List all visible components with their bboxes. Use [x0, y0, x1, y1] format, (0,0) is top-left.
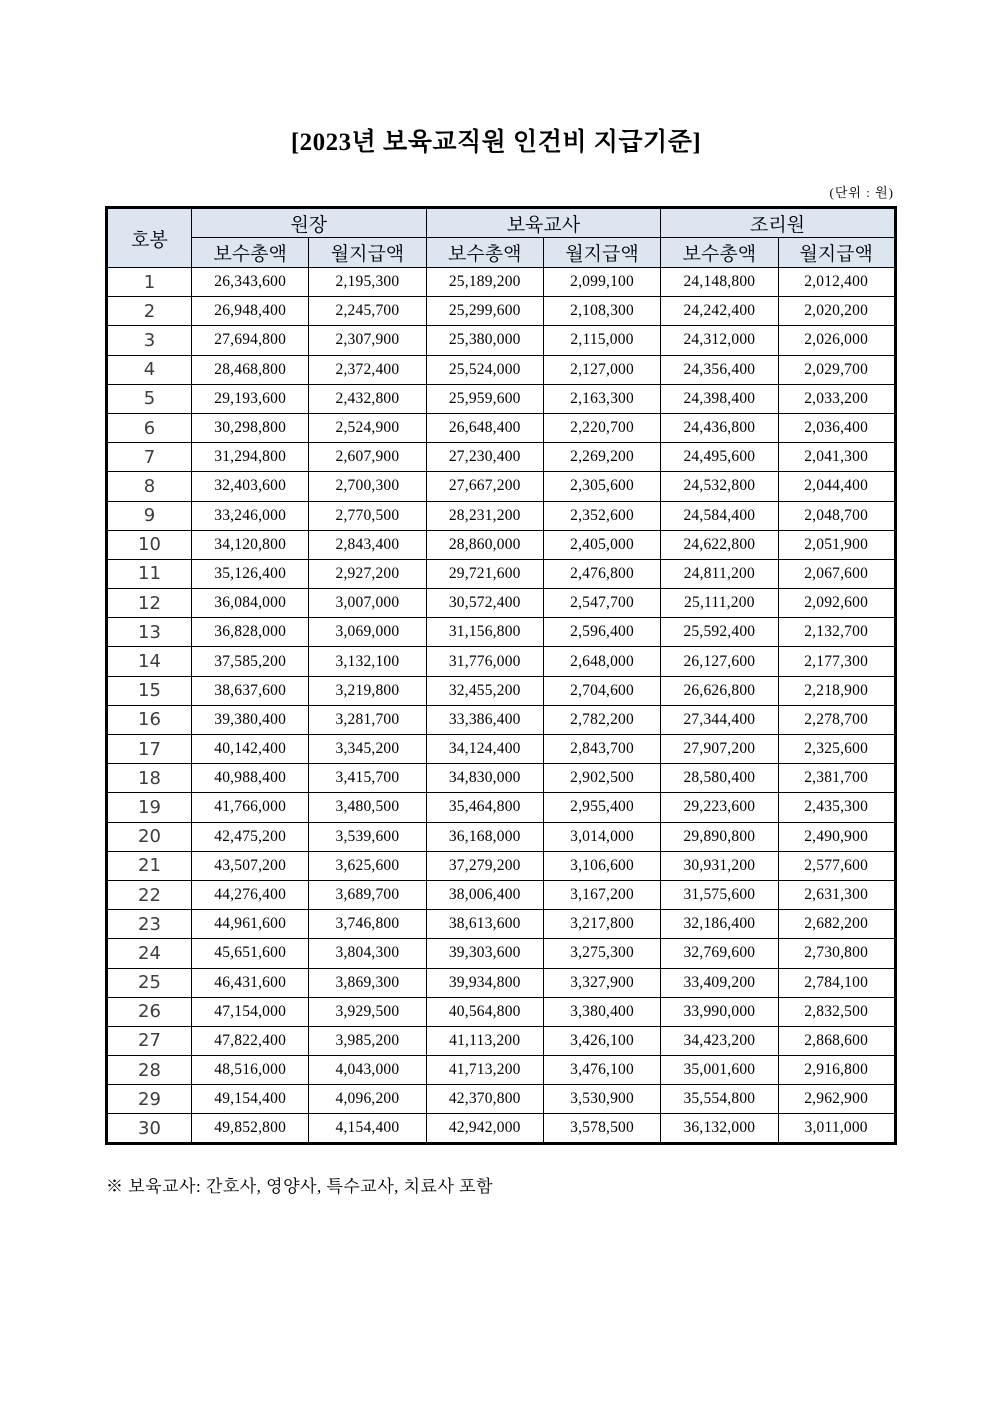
value-cell: 30,931,200	[661, 851, 778, 880]
value-cell: 40,564,800	[426, 997, 543, 1026]
value-cell: 32,403,600	[192, 472, 309, 501]
value-cell: 3,327,900	[543, 968, 660, 997]
value-cell: 2,307,900	[309, 326, 426, 355]
footnote: ※ 보육교사: 간호사, 영양사, 특수교사, 치료사 포함	[106, 1176, 493, 1196]
value-cell: 3,985,200	[309, 1026, 426, 1055]
step-cell: 18	[107, 764, 192, 793]
value-cell: 3,480,500	[309, 793, 426, 822]
step-cell: 3	[107, 326, 192, 355]
value-cell: 28,468,800	[192, 355, 309, 384]
value-cell: 3,578,500	[543, 1114, 660, 1143]
value-cell: 41,766,000	[192, 793, 309, 822]
value-cell: 28,860,000	[426, 530, 543, 559]
step-cell: 26	[107, 997, 192, 1026]
step-cell: 25	[107, 968, 192, 997]
col-header-group-teacher: 보육교사	[426, 208, 661, 238]
table-row	[107, 997, 896, 1026]
value-cell: 25,299,600	[426, 297, 543, 326]
value-cell: 35,001,600	[661, 1056, 778, 1085]
value-cell: 44,276,400	[192, 880, 309, 909]
table-row	[107, 822, 896, 851]
value-cell: 24,148,800	[661, 268, 778, 297]
value-cell: 2,631,300	[778, 880, 895, 909]
value-cell: 2,704,600	[543, 676, 660, 705]
value-cell: 24,312,000	[661, 326, 778, 355]
value-cell: 48,516,000	[192, 1056, 309, 1085]
value-cell: 2,372,400	[309, 355, 426, 384]
value-cell: 2,547,700	[543, 589, 660, 618]
header-sub-row	[107, 238, 896, 268]
table-row	[107, 530, 896, 559]
step-cell: 13	[107, 618, 192, 647]
value-cell: 42,370,800	[426, 1085, 543, 1114]
value-cell: 2,048,700	[778, 501, 895, 530]
table-row	[107, 297, 896, 326]
value-cell: 3,217,800	[543, 910, 660, 939]
step-cell: 30	[107, 1114, 192, 1143]
value-cell: 3,380,400	[543, 997, 660, 1026]
value-cell: 24,356,400	[661, 355, 778, 384]
step-cell: 19	[107, 793, 192, 822]
value-cell: 2,020,200	[778, 297, 895, 326]
table-row	[107, 589, 896, 618]
value-cell: 2,607,900	[309, 443, 426, 472]
value-cell: 41,713,200	[426, 1056, 543, 1085]
value-cell: 47,822,400	[192, 1026, 309, 1055]
value-cell: 2,245,700	[309, 297, 426, 326]
value-cell: 24,436,800	[661, 413, 778, 442]
table-row	[107, 647, 896, 676]
value-cell: 2,730,800	[778, 939, 895, 968]
table-row	[107, 1026, 896, 1055]
value-cell: 2,916,800	[778, 1056, 895, 1085]
value-cell: 26,948,400	[192, 297, 309, 326]
value-cell: 2,051,900	[778, 530, 895, 559]
value-cell: 40,142,400	[192, 735, 309, 764]
value-cell: 27,907,200	[661, 735, 778, 764]
value-cell: 28,231,200	[426, 501, 543, 530]
table-row	[107, 1085, 896, 1114]
step-cell: 6	[107, 413, 192, 442]
table-row	[107, 1056, 896, 1085]
value-cell: 3,007,000	[309, 589, 426, 618]
value-cell: 24,811,200	[661, 559, 778, 588]
value-cell: 36,084,000	[192, 589, 309, 618]
value-cell: 34,423,200	[661, 1026, 778, 1055]
value-cell: 47,154,000	[192, 997, 309, 1026]
table-row	[107, 559, 896, 588]
value-cell: 36,132,000	[661, 1114, 778, 1143]
value-cell: 25,189,200	[426, 268, 543, 297]
step-cell: 2	[107, 297, 192, 326]
value-cell: 2,269,200	[543, 443, 660, 472]
value-cell: 3,167,200	[543, 880, 660, 909]
header-group-row	[107, 208, 896, 238]
value-cell: 2,278,700	[778, 705, 895, 734]
step-cell: 9	[107, 501, 192, 530]
value-cell: 2,784,100	[778, 968, 895, 997]
value-cell: 2,067,600	[778, 559, 895, 588]
value-cell: 2,099,100	[543, 268, 660, 297]
value-cell: 2,026,000	[778, 326, 895, 355]
value-cell: 42,475,200	[192, 822, 309, 851]
value-cell: 2,218,900	[778, 676, 895, 705]
value-cell: 2,770,500	[309, 501, 426, 530]
value-cell: 2,405,000	[543, 530, 660, 559]
value-cell: 46,431,600	[192, 968, 309, 997]
table-row	[107, 939, 896, 968]
unit-label: (단위 : 원)	[829, 185, 894, 200]
salary-table	[105, 206, 897, 1145]
value-cell: 2,832,500	[778, 997, 895, 1026]
value-cell: 30,572,400	[426, 589, 543, 618]
value-cell: 33,409,200	[661, 968, 778, 997]
step-cell: 21	[107, 851, 192, 880]
value-cell: 2,220,700	[543, 413, 660, 442]
table-row	[107, 443, 896, 472]
value-cell: 4,043,000	[309, 1056, 426, 1085]
value-cell: 2,435,300	[778, 793, 895, 822]
value-cell: 2,163,300	[543, 384, 660, 413]
value-cell: 38,613,600	[426, 910, 543, 939]
value-cell: 3,281,700	[309, 705, 426, 734]
value-cell: 2,041,300	[778, 443, 895, 472]
value-cell: 2,033,200	[778, 384, 895, 413]
step-cell: 14	[107, 647, 192, 676]
value-cell: 49,154,400	[192, 1085, 309, 1114]
step-cell: 7	[107, 443, 192, 472]
col-header-director-total: 보수총액	[192, 238, 309, 268]
value-cell: 2,902,500	[543, 764, 660, 793]
value-cell: 36,168,000	[426, 822, 543, 851]
table-row	[107, 384, 896, 413]
value-cell: 31,575,600	[661, 880, 778, 909]
value-cell: 2,132,700	[778, 618, 895, 647]
value-cell: 2,325,600	[778, 735, 895, 764]
value-cell: 27,667,200	[426, 472, 543, 501]
value-cell: 33,246,000	[192, 501, 309, 530]
value-cell: 36,828,000	[192, 618, 309, 647]
table-row	[107, 618, 896, 647]
step-cell: 11	[107, 559, 192, 588]
value-cell: 2,490,900	[778, 822, 895, 851]
value-cell: 3,275,300	[543, 939, 660, 968]
value-cell: 2,036,400	[778, 413, 895, 442]
col-header-teacher-monthly: 월지급액	[543, 238, 660, 268]
table-row	[107, 1114, 896, 1143]
value-cell: 38,006,400	[426, 880, 543, 909]
step-cell: 8	[107, 472, 192, 501]
value-cell: 2,115,000	[543, 326, 660, 355]
value-cell: 39,934,800	[426, 968, 543, 997]
value-cell: 2,868,600	[778, 1026, 895, 1055]
value-cell: 3,869,300	[309, 968, 426, 997]
value-cell: 40,988,400	[192, 764, 309, 793]
value-cell: 34,120,800	[192, 530, 309, 559]
table-row	[107, 355, 896, 384]
value-cell: 24,495,600	[661, 443, 778, 472]
table-body	[107, 268, 896, 1144]
value-cell: 31,156,800	[426, 618, 543, 647]
step-cell: 16	[107, 705, 192, 734]
step-cell: 17	[107, 735, 192, 764]
value-cell: 31,294,800	[192, 443, 309, 472]
step-cell: 28	[107, 1056, 192, 1085]
step-cell: 15	[107, 676, 192, 705]
value-cell: 3,106,600	[543, 851, 660, 880]
value-cell: 26,127,600	[661, 647, 778, 676]
value-cell: 49,852,800	[192, 1114, 309, 1143]
step-cell: 23	[107, 910, 192, 939]
value-cell: 2,955,400	[543, 793, 660, 822]
table-row	[107, 851, 896, 880]
value-cell: 2,700,300	[309, 472, 426, 501]
value-cell: 38,637,600	[192, 676, 309, 705]
table-row	[107, 268, 896, 297]
value-cell: 37,279,200	[426, 851, 543, 880]
value-cell: 24,242,400	[661, 297, 778, 326]
step-cell: 27	[107, 1026, 192, 1055]
col-header-teacher-total: 보수총액	[426, 238, 543, 268]
value-cell: 3,069,000	[309, 618, 426, 647]
step-cell: 12	[107, 589, 192, 618]
table-row	[107, 735, 896, 764]
value-cell: 2,648,000	[543, 647, 660, 676]
value-cell: 3,746,800	[309, 910, 426, 939]
value-cell: 24,584,400	[661, 501, 778, 530]
value-cell: 3,426,100	[543, 1026, 660, 1055]
value-cell: 42,942,000	[426, 1114, 543, 1143]
col-header-group-director: 원장	[192, 208, 427, 238]
value-cell: 27,694,800	[192, 326, 309, 355]
value-cell: 24,532,800	[661, 472, 778, 501]
page-title: [2023년 보육교직원 인건비 지급기준]	[290, 129, 702, 156]
value-cell: 31,776,000	[426, 647, 543, 676]
value-cell: 2,524,900	[309, 413, 426, 442]
step-cell: 29	[107, 1085, 192, 1114]
col-header-group-cook: 조리원	[661, 208, 896, 238]
value-cell: 24,622,800	[661, 530, 778, 559]
value-cell: 27,230,400	[426, 443, 543, 472]
value-cell: 2,108,300	[543, 297, 660, 326]
value-cell: 34,124,400	[426, 735, 543, 764]
value-cell: 25,959,600	[426, 384, 543, 413]
value-cell: 2,195,300	[309, 268, 426, 297]
value-cell: 2,381,700	[778, 764, 895, 793]
table-row	[107, 793, 896, 822]
step-cell: 10	[107, 530, 192, 559]
value-cell: 35,554,800	[661, 1085, 778, 1114]
value-cell: 2,927,200	[309, 559, 426, 588]
value-cell: 35,464,800	[426, 793, 543, 822]
value-cell: 2,432,800	[309, 384, 426, 413]
value-cell: 3,132,100	[309, 647, 426, 676]
value-cell: 29,193,600	[192, 384, 309, 413]
step-cell: 1	[107, 268, 192, 297]
value-cell: 2,843,700	[543, 735, 660, 764]
step-cell: 4	[107, 355, 192, 384]
value-cell: 2,596,400	[543, 618, 660, 647]
value-cell: 43,507,200	[192, 851, 309, 880]
value-cell: 2,305,600	[543, 472, 660, 501]
value-cell: 25,111,200	[661, 589, 778, 618]
value-cell: 44,961,600	[192, 910, 309, 939]
table-row	[107, 880, 896, 909]
value-cell: 39,303,600	[426, 939, 543, 968]
value-cell: 4,096,200	[309, 1085, 426, 1114]
value-cell: 25,592,400	[661, 618, 778, 647]
value-cell: 29,890,800	[661, 822, 778, 851]
value-cell: 25,380,000	[426, 326, 543, 355]
value-cell: 30,298,800	[192, 413, 309, 442]
value-cell: 3,345,200	[309, 735, 426, 764]
value-cell: 2,352,600	[543, 501, 660, 530]
value-cell: 2,782,200	[543, 705, 660, 734]
value-cell: 34,830,000	[426, 764, 543, 793]
value-cell: 2,012,400	[778, 268, 895, 297]
value-cell: 2,127,000	[543, 355, 660, 384]
value-cell: 25,524,000	[426, 355, 543, 384]
table-header	[107, 208, 896, 268]
value-cell: 33,386,400	[426, 705, 543, 734]
value-cell: 3,219,800	[309, 676, 426, 705]
value-cell: 3,415,700	[309, 764, 426, 793]
value-cell: 3,530,900	[543, 1085, 660, 1114]
value-cell: 29,721,600	[426, 559, 543, 588]
value-cell: 29,223,600	[661, 793, 778, 822]
value-cell: 3,476,100	[543, 1056, 660, 1085]
table-row	[107, 705, 896, 734]
value-cell: 3,804,300	[309, 939, 426, 968]
value-cell: 3,689,700	[309, 880, 426, 909]
value-cell: 45,651,600	[192, 939, 309, 968]
table-row	[107, 326, 896, 355]
value-cell: 24,398,400	[661, 384, 778, 413]
value-cell: 39,380,400	[192, 705, 309, 734]
step-cell: 5	[107, 384, 192, 413]
step-cell: 24	[107, 939, 192, 968]
value-cell: 35,126,400	[192, 559, 309, 588]
value-cell: 2,029,700	[778, 355, 895, 384]
value-cell: 2,577,600	[778, 851, 895, 880]
col-header-step: 호봉	[107, 208, 192, 268]
step-cell: 20	[107, 822, 192, 851]
value-cell: 2,044,400	[778, 472, 895, 501]
col-header-director-monthly: 월지급액	[309, 238, 426, 268]
col-header-cook-monthly: 월지급액	[778, 238, 895, 268]
table-row	[107, 472, 896, 501]
table-row	[107, 910, 896, 939]
table-row	[107, 968, 896, 997]
value-cell: 32,455,200	[426, 676, 543, 705]
value-cell: 2,177,300	[778, 647, 895, 676]
value-cell: 32,186,400	[661, 910, 778, 939]
value-cell: 2,092,600	[778, 589, 895, 618]
table-row	[107, 676, 896, 705]
table-row	[107, 413, 896, 442]
value-cell: 3,929,500	[309, 997, 426, 1026]
value-cell: 3,014,000	[543, 822, 660, 851]
value-cell: 4,154,400	[309, 1114, 426, 1143]
table-row	[107, 501, 896, 530]
col-header-cook-total: 보수총액	[661, 238, 778, 268]
step-cell: 22	[107, 880, 192, 909]
value-cell: 26,648,400	[426, 413, 543, 442]
value-cell: 3,539,600	[309, 822, 426, 851]
value-cell: 2,962,900	[778, 1085, 895, 1114]
value-cell: 33,990,000	[661, 997, 778, 1026]
value-cell: 26,626,800	[661, 676, 778, 705]
value-cell: 2,843,400	[309, 530, 426, 559]
value-cell: 3,625,600	[309, 851, 426, 880]
value-cell: 37,585,200	[192, 647, 309, 676]
value-cell: 2,682,200	[778, 910, 895, 939]
value-cell: 3,011,000	[778, 1114, 895, 1143]
table-row	[107, 764, 896, 793]
value-cell: 27,344,400	[661, 705, 778, 734]
value-cell: 32,769,600	[661, 939, 778, 968]
value-cell: 2,476,800	[543, 559, 660, 588]
value-cell: 26,343,600	[192, 268, 309, 297]
value-cell: 28,580,400	[661, 764, 778, 793]
value-cell: 41,113,200	[426, 1026, 543, 1055]
